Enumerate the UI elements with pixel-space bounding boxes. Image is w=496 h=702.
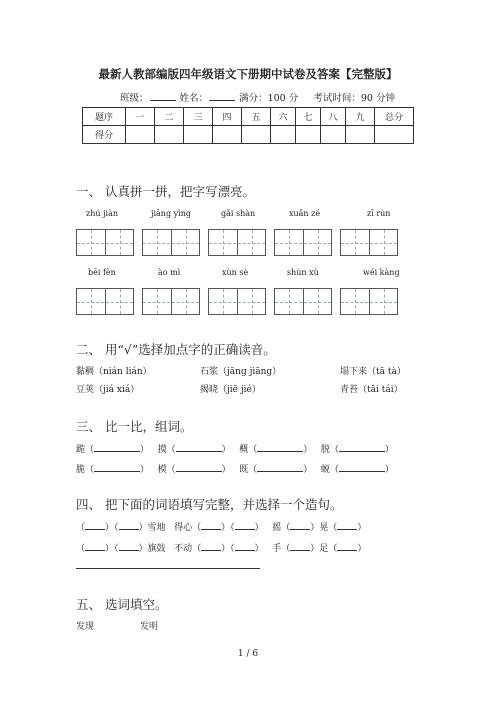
exam-time: 考试时间：90 分钟 [313, 93, 395, 104]
answer-blank[interactable] [257, 462, 303, 472]
full-score: 满分：100 分 [239, 93, 299, 104]
compare-row [76, 462, 394, 475]
score-header-cell: 五 [242, 108, 271, 126]
score-header-cell: 九 [346, 108, 375, 126]
compare-char: 摸（ [157, 445, 176, 455]
pinyin-label: jiāng yìng [151, 209, 191, 218]
idiom-text: ）（ [221, 523, 235, 533]
idiom-text: ） [254, 544, 264, 554]
idiom-text: ）晃（ [310, 523, 338, 533]
name-blank [209, 91, 235, 101]
writing-grid[interactable] [208, 288, 266, 315]
class-label: 班级： [120, 93, 149, 104]
score-header-cell: 一 [126, 108, 155, 126]
reading-item[interactable]: 塌下来（tā tà） [340, 367, 406, 377]
score-header-cell: 六 [271, 108, 296, 126]
sentence-line[interactable] [76, 568, 260, 569]
answer-blank[interactable] [94, 462, 140, 472]
idiom-blank[interactable] [85, 541, 105, 551]
idiom-text: ）（ [105, 544, 119, 554]
score-cell[interactable] [155, 126, 184, 144]
score-header-cell: 二 [155, 108, 184, 126]
paren-close: ） [303, 445, 313, 455]
answer-blank[interactable] [339, 442, 385, 452]
idiom-blank[interactable] [119, 541, 139, 551]
pinyin-label: xuǎn zé [289, 209, 321, 218]
document-title: 最新人教部编版四年级语文下册期中试卷及答案【完整版】 [98, 67, 398, 81]
idiom-text: ）旗鼓 [138, 544, 166, 554]
writing-grid[interactable] [76, 229, 134, 256]
section4-title: 四、 把下面的词语填写完整，并选择一个造句。 [76, 497, 343, 512]
answer-blank[interactable] [339, 462, 385, 472]
section3-title: 三、 比一比，组词。 [76, 419, 193, 434]
writing-grid[interactable] [76, 288, 134, 315]
score-header-cell: 总分 [375, 108, 414, 126]
exam-info [120, 90, 395, 104]
score-header-cell: 四 [213, 108, 242, 126]
answer-blank[interactable] [94, 442, 140, 452]
writing-grid[interactable] [142, 229, 200, 256]
paren-close: ） [384, 465, 394, 475]
idiom-blank[interactable] [201, 541, 221, 551]
score-cell[interactable] [271, 126, 296, 144]
idiom-text: 手（ [272, 544, 291, 554]
pinyin-label: shùn xù [287, 268, 319, 277]
writing-grid[interactable] [208, 229, 266, 256]
answer-blank[interactable] [176, 442, 222, 452]
word-choice: 发现 [76, 622, 95, 632]
idiom-text: 得心（ [174, 523, 202, 533]
pinyin-label: xùn sè [222, 268, 249, 277]
idiom-text: ）足（ [310, 544, 338, 554]
answer-blank[interactable] [257, 442, 303, 452]
idiom-text: ）（ [221, 544, 235, 554]
score-table [82, 107, 414, 144]
paren-close: ） [221, 465, 231, 475]
compare-char: 跪（ [76, 445, 95, 455]
idiom-text: （ [76, 523, 86, 533]
pinyin-label: bēi fèn [88, 268, 116, 277]
score-cell[interactable] [296, 126, 321, 144]
idiom-blank[interactable] [290, 541, 310, 551]
paren-close: ） [303, 465, 313, 475]
idiom-blank[interactable] [235, 520, 255, 530]
score-cell[interactable] [321, 126, 346, 144]
score-header-cell: 七 [296, 108, 321, 126]
pinyin-label: wéi kàng [363, 268, 400, 277]
score-cell[interactable] [213, 126, 242, 144]
idiom-row [76, 541, 366, 554]
idiom-text: ） [254, 523, 264, 533]
paren-close: ） [384, 445, 394, 455]
idiom-text: ） [357, 544, 367, 554]
idiom-text: ）（ [105, 523, 119, 533]
reading-item[interactable]: 豆荚（jiá xiá） [76, 385, 140, 395]
writing-grid[interactable] [142, 288, 200, 315]
compare-char: 脱（ [320, 445, 339, 455]
compare-row [76, 442, 394, 455]
class-blank [150, 91, 176, 101]
idiom-row [76, 520, 366, 533]
writing-grid[interactable] [340, 229, 398, 256]
idiom-blank[interactable] [337, 520, 357, 530]
score-header-cell: 三 [184, 108, 213, 126]
paren-close: ） [221, 445, 231, 455]
idiom-blank[interactable] [201, 520, 221, 530]
idiom-text: ）雪地 [138, 523, 166, 533]
pinyin-label: zhú jiàn [86, 209, 119, 218]
score-row-label: 得分 [83, 126, 126, 144]
idiom-blank[interactable] [337, 541, 357, 551]
reading-item[interactable]: 揭晓（jiē jié） [200, 385, 261, 395]
section2-title: 二、 用“√”选择加点字的正确读音。 [76, 342, 276, 357]
writing-grid[interactable] [274, 288, 332, 315]
section5-title: 五、 选词填空。 [76, 597, 168, 612]
compare-char: 概（ [239, 445, 258, 455]
score-cell[interactable] [375, 126, 414, 144]
compare-char: 脆（ [76, 465, 95, 475]
paren-close: ） [140, 445, 150, 455]
compare-char: 既（ [239, 465, 258, 475]
idiom-blank[interactable] [235, 541, 255, 551]
writing-grid[interactable] [340, 288, 398, 315]
pinyin-label: ào mì [158, 268, 181, 277]
idiom-blank[interactable] [85, 520, 105, 530]
reading-item[interactable]: 黏稠（nián lián） [76, 367, 152, 377]
word-choice: 发明 [140, 622, 159, 632]
score-cell[interactable] [242, 126, 271, 144]
section1-title: 一、 认真拼一拼，把字写漂亮。 [76, 184, 255, 199]
idiom-text: 摇（ [272, 523, 291, 533]
paren-close: ） [140, 465, 150, 475]
reading-item[interactable]: 石浆（jāng jiāng） [200, 367, 282, 377]
pinyin-label: zī rùn [367, 209, 391, 218]
pinyin-label: gǎi shàn [221, 209, 256, 218]
idiom-blank[interactable] [290, 520, 310, 530]
score-header-cell: 八 [321, 108, 346, 126]
compare-char: 模（ [157, 465, 176, 475]
score-cell[interactable] [346, 126, 375, 144]
score-header-cell: 题序 [83, 108, 126, 126]
score-value-row [83, 126, 414, 144]
score-header-row [83, 108, 414, 126]
idiom-blank[interactable] [119, 520, 139, 530]
answer-blank[interactable] [176, 462, 222, 472]
score-cell[interactable] [126, 126, 155, 144]
page-number: 1 / 6 [237, 649, 259, 659]
idiom-text: 不动（ [174, 544, 202, 554]
name-label: 姓名： [179, 93, 209, 104]
writing-grid[interactable] [274, 229, 332, 256]
idiom-text: ） [357, 523, 367, 533]
idiom-text: （ [76, 544, 86, 554]
compare-char: 蜕（ [320, 465, 339, 475]
score-cell[interactable] [184, 126, 213, 144]
reading-item[interactable]: 青苔（tāi tái） [340, 385, 403, 395]
